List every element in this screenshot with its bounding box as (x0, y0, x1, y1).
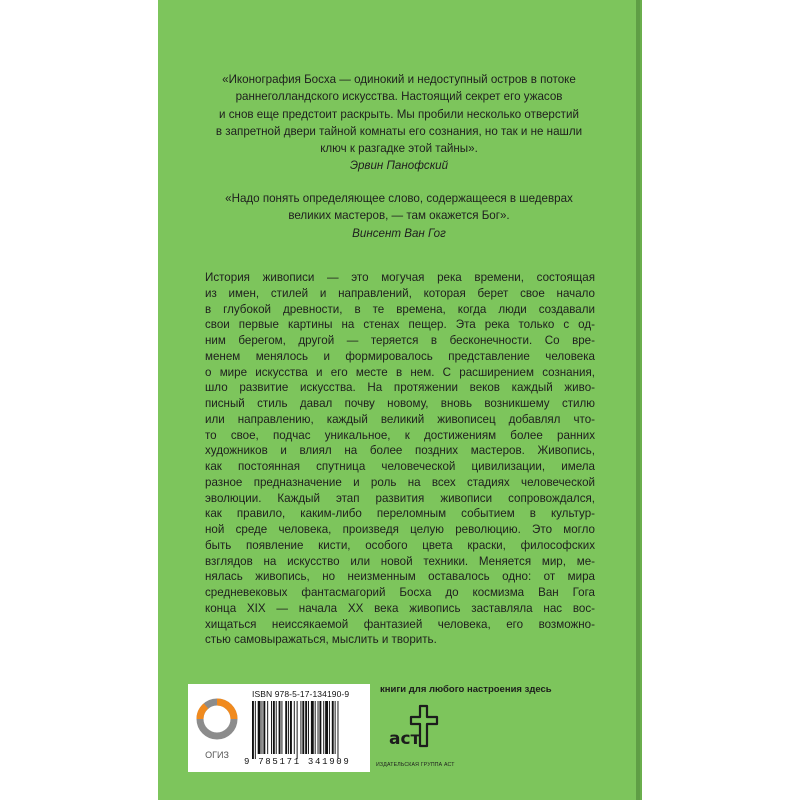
body-line: хищаться неиссякаемой фантазией человека, его возможно- (205, 617, 595, 631)
barcode-icon (252, 701, 364, 759)
barcode-bar (319, 701, 321, 754)
body-line: писный стиль давал почву новому, вновь возникшему стилю (205, 397, 595, 410)
body-line: разное предназначение и роль на всех стадиях человеческой (205, 475, 595, 489)
body-line: менем менялось и формировалось представление человека (205, 349, 595, 363)
body-line: эволюции. Каждый этап развития живописи сопровождался, (205, 491, 595, 505)
barcode-bar (258, 701, 261, 754)
quote-line: великих мастеров, — там окажется Бог». (288, 209, 510, 223)
quote-line: «Иконография Босха — одинокий и недоступный остров в потоке (222, 73, 576, 86)
body-line: средневековых фантасмагорий Босха до космизма Ван Гога (205, 586, 595, 599)
body-line: конца XIX — начала XX века живопись заставляла нас вос- (205, 601, 595, 615)
barcode-bar (255, 701, 256, 759)
barcode-bar (305, 701, 307, 754)
barcode-bar (311, 701, 314, 754)
barcode-bar (325, 701, 328, 754)
barcode-bar (332, 701, 334, 754)
body-line: нялась живопись, но неизменным оставалось одно: от мира (205, 570, 595, 584)
ogiz-label: ОГИЗ (205, 750, 229, 760)
quote-van-gogh (158, 190, 640, 242)
body-line: свои первые картины на стенах пещер. Эта река только с од- (205, 318, 595, 332)
body-line: шло развитие искусства. На протяжении веков каждый живо- (205, 381, 595, 395)
body-line: в глубокой древности, в те времена, когда люди создавали (205, 302, 595, 316)
body-line: История живописи — это могучая река времени, состоящая (205, 271, 595, 284)
quote-line: ключ к разгадке этой тайны». (320, 142, 478, 156)
cover-edge (636, 0, 640, 800)
body-line: стью самовыражаться, мыслить и творить. (205, 633, 437, 647)
tagline: книги для любого настроения здесь (380, 684, 552, 695)
ast-logo-text: аст (389, 729, 421, 749)
barcode-panel (188, 684, 370, 772)
body-line: быть появление кисти, особого цвета краски, философских (205, 538, 595, 552)
barcode-bar (290, 701, 292, 754)
barcode-bar (294, 701, 295, 754)
barcode-bar (302, 701, 304, 754)
body-line: или направлению, каждый великий живописец добавлял что- (205, 412, 595, 426)
publisher-name: ИЗДАТЕЛЬСКАЯ ГРУППА АСТ (376, 762, 455, 768)
body-line: из имен, стилей и направлений, которая берет свое начало (205, 286, 595, 300)
quote-author: Эрвин Панофский (349, 159, 449, 173)
barcode-bar (308, 701, 309, 754)
quote-panofsky (158, 71, 640, 175)
body-line: взглядов на искусство или новой техники. Меняется мир, ме- (205, 554, 595, 568)
barcode-bar (300, 701, 301, 754)
barcode-bar (271, 701, 272, 754)
quote-line: и снов еще предстоит раскрыть. Мы пробили несколько отверстий (219, 107, 579, 121)
barcode-bar (263, 701, 265, 754)
barcode-bar (318, 701, 319, 754)
description-paragraph (205, 270, 595, 648)
quote-line: в запретной двери тайной комнаты его сознания, но так и не нашли (215, 124, 583, 138)
barcode-bar (338, 701, 339, 759)
ogiz-logo-icon (194, 692, 240, 768)
barcode-bar (262, 701, 263, 754)
isbn-label: ISBN 978-5-17-134190-9 (252, 689, 350, 699)
barcode-digits: 9 785171 341909 (244, 757, 351, 767)
barcode-bar (297, 701, 298, 759)
quote-line: «Надо понять определяющее слово, содержащееся в шедеврах (225, 192, 573, 205)
body-line: как постоянная спутница человеческой цивилизации, имела (205, 460, 595, 473)
back-cover (158, 0, 640, 800)
barcode-bar (285, 701, 287, 754)
barcode-bar (335, 701, 336, 754)
body-line: ним берегом, другой — теряется в бесконечности. Со вре- (205, 334, 595, 347)
barcode-bar (288, 701, 289, 754)
body-line: ной среде человека, произведя целую революцию. Это могло (205, 523, 595, 536)
barcode-bar (281, 701, 282, 754)
barcode-bar (276, 701, 277, 754)
quote-author: Винсент Ван Гог (352, 226, 446, 240)
body-line: о мире искусства и его месте в нем. С расширением сознания, (205, 365, 595, 379)
barcode-bar (267, 701, 268, 754)
barcode-bar (329, 701, 330, 754)
body-line: художников и влиял на более поздних мастеров. Живопись, (205, 444, 595, 458)
barcode-bar (315, 701, 316, 754)
barcode-bar (323, 701, 324, 754)
quote-line: раннеголландского искусства. Настоящий секрет его ужасов (235, 90, 563, 104)
body-line: то свое, подчас уникальное, к достижениям более ранних (205, 428, 595, 442)
barcode-bar (279, 701, 281, 754)
barcode-bar (273, 701, 275, 754)
barcode-bar (252, 701, 254, 759)
body-line: как правило, каким-либо переломным событием в культур- (205, 507, 595, 521)
ast-logo-icon (387, 702, 439, 758)
